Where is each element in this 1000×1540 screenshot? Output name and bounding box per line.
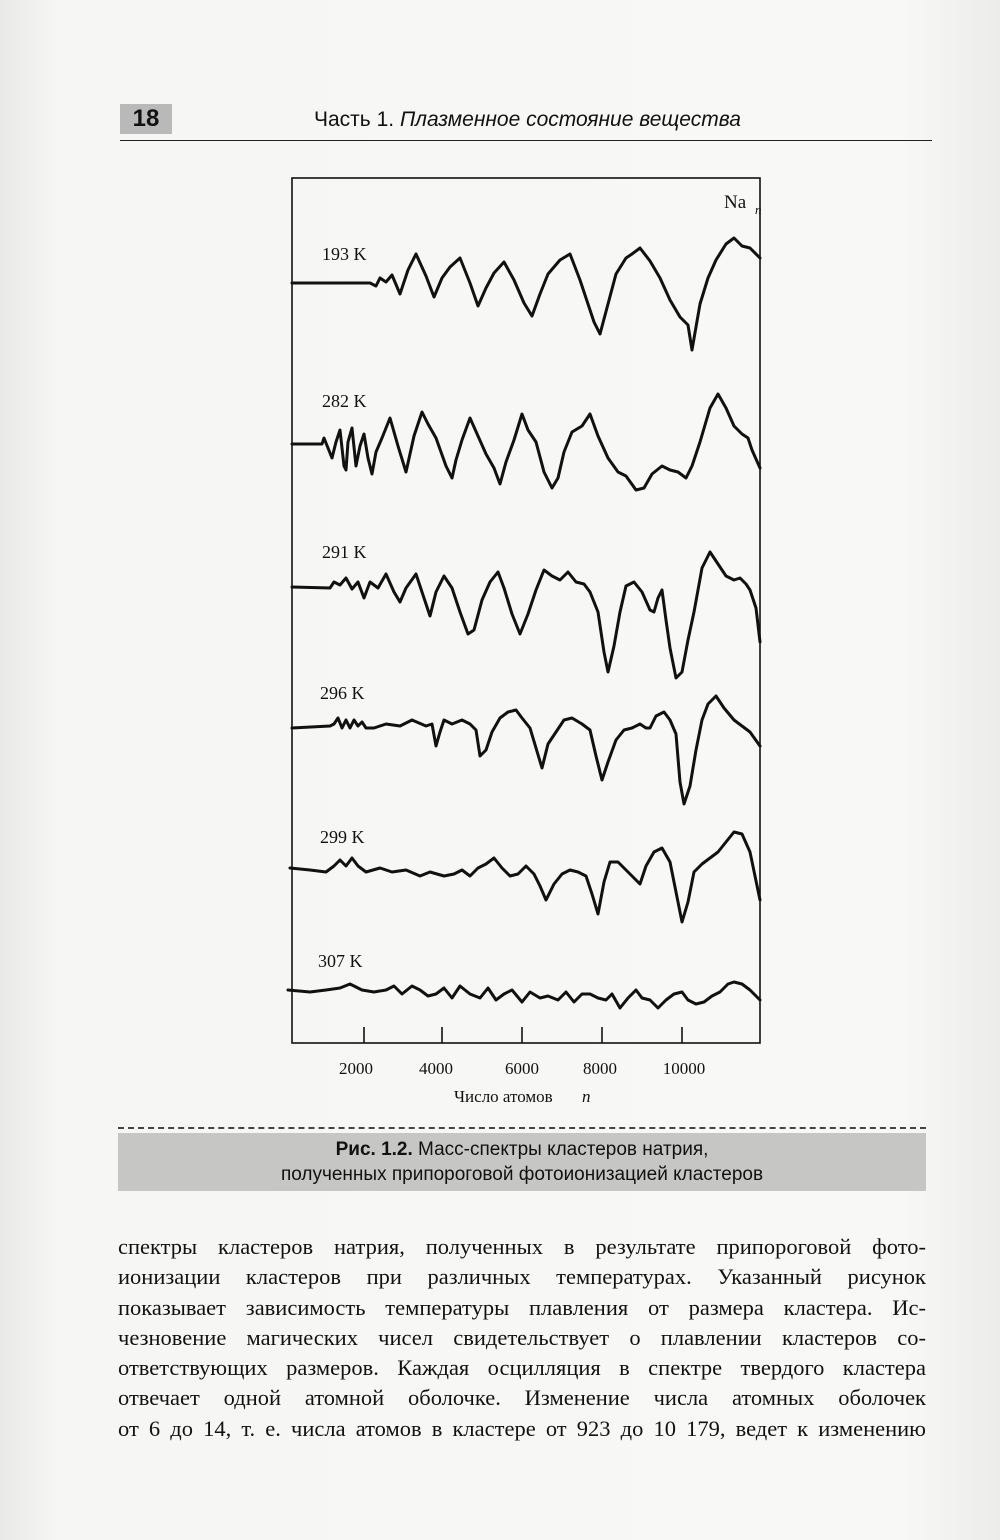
- page-number: 18: [120, 104, 172, 134]
- curve-label-299k: 299 K: [320, 827, 365, 847]
- x-tick-label-10000: 10000: [662, 1059, 706, 1078]
- curve-label-282k: 282 K: [322, 391, 367, 411]
- species-label-text: Na: [724, 192, 747, 213]
- curve-label-193k: 193 K: [322, 244, 367, 264]
- curve-label-291k: 291 K: [322, 542, 367, 562]
- spectrum-307k: [288, 982, 760, 1008]
- x-tick-label-6000: 6000: [505, 1059, 539, 1078]
- caption-line-1: [118, 1137, 926, 1162]
- curve-label-296k: 296 K: [320, 683, 365, 703]
- running-head: [314, 108, 741, 132]
- spectrum-296k: [292, 696, 760, 804]
- mass-spectra-figure: [230, 172, 790, 1122]
- x-tick-label-8000: 8000: [583, 1059, 617, 1078]
- caption-line-2: полученных припороговой фотоионизацией кластеров: [280, 1164, 764, 1185]
- body-line: ионизации кластеров при различных температурах. Указанный рисунок: [118, 1264, 926, 1290]
- part-title: Плазменное состояние вещества: [399, 108, 741, 131]
- x-tick-label-2000: 2000: [339, 1059, 373, 1078]
- caption-label: Рис. 1.2.: [335, 1139, 413, 1160]
- body-line: от 6 до 14, т. е. числа атомов в кластере от 923 до 10 179, ведет к изменению: [118, 1415, 926, 1441]
- x-axis-label-text: Число атомов: [454, 1087, 553, 1106]
- spectrum-291k: [292, 552, 760, 678]
- caption-divider: [118, 1127, 926, 1129]
- figure-caption: [118, 1133, 926, 1191]
- x-tick-label-4000: 4000: [419, 1059, 453, 1078]
- caption-text-1: Масс-спектры кластеров натрия,: [418, 1139, 709, 1160]
- body-line: ответствующих размеров. Каждая осцилляция в спектре твердого кластера: [118, 1355, 926, 1381]
- species-label: [724, 192, 762, 217]
- page-header: [120, 102, 932, 141]
- part-label: Часть 1.: [314, 108, 395, 131]
- species-label-subscript: n: [755, 202, 762, 217]
- x-axis-ticks: [364, 1027, 682, 1043]
- curve-label-307k: 307 K: [318, 951, 363, 971]
- body-line: отвечает одной атомной оболочке. Изменение числа атомных оболочек: [118, 1385, 926, 1411]
- x-axis-label: [454, 1087, 591, 1106]
- body-line: чезновение магических чисел свидетельствует о плавлении кластеров со-: [118, 1324, 926, 1350]
- body-paragraph: [118, 1232, 926, 1444]
- x-axis-label-var: n: [582, 1087, 591, 1106]
- body-line: показывает зависимость температуры плавления от размера кластера. Ис-: [118, 1294, 926, 1320]
- body-line: спектры кластеров натрия, полученных в результате припороговой фото-: [118, 1234, 926, 1259]
